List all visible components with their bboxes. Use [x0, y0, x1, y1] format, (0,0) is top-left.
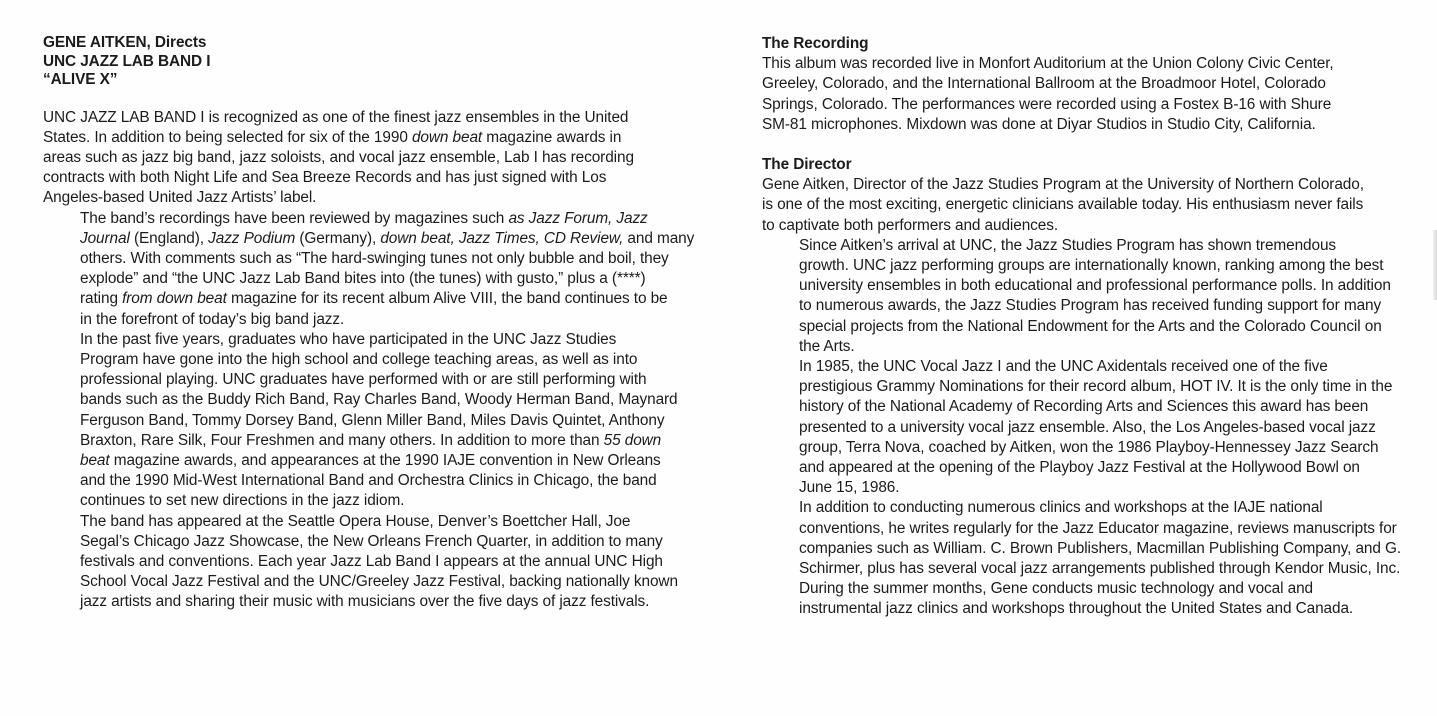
section-heading: The Director — [762, 156, 852, 174]
director-credit: GENE AITKEN, Directs — [43, 34, 207, 51]
right-body-text — [762, 34, 1402, 620]
text-line: During the summer months, Gene conducts music technology and vocal and — [799, 580, 1313, 598]
text-line: festivals and conventions. Each year Jazz Lab Band I appears at the annual UNC High — [80, 552, 663, 570]
text-line: explode” and “the UNC Jazz Lab Band bites into (the tunes) with gusto,” plus a (****) — [80, 270, 646, 288]
italic-title: beat — [80, 451, 110, 469]
text-line: others. With comments such as “The hard-swinging tunes not only bubble and boil, they — [80, 249, 669, 267]
text-line: instrumental jazz clinics and workshops throughout the United States and Canada. — [799, 600, 1354, 618]
album-title-block — [43, 34, 683, 90]
page-edge-shadow — [1433, 230, 1437, 300]
text-line: This album was recorded live in Monfort Auditorium at the Union Colony Civic Center, — [762, 55, 1334, 73]
text-line: Angeles-based United Jazz Artists’ label. — [43, 189, 317, 207]
text-line: presented to a university vocal jazz ensemble. Also, the Los Angeles-based vocal jazz — [799, 418, 1376, 436]
album-name: “ALIVE X” — [43, 71, 118, 88]
text-line: Since Aitken’s arrival at UNC, the Jazz Studies Program has shown tremendous — [799, 236, 1337, 254]
left-paragraph — [43, 108, 683, 209]
text-line: Ferguson Band, Tommy Dorsey Band, Glenn Miller Band, Miles Davis Quintet, Anthony — [80, 411, 665, 429]
left-paragraph — [43, 512, 683, 613]
text-line: continues to set new directions in the jazz idiom. — [80, 492, 405, 510]
text-line: and appeared at the opening of the Playboy Jazz Festival at the Hollywood Bowl on — [799, 459, 1360, 477]
text-line: The band’s recordings have been reviewed by magazines such as Jazz Forum, Jazz — [80, 209, 648, 227]
right-column — [762, 34, 1402, 620]
text-line: special projects from the National Endowment for the Arts and the Colorado Council on — [799, 317, 1382, 335]
text-line: companies such as William. C. Brown Publishers, Macmillan Publishing Company, and G. — [799, 539, 1402, 557]
text-line: School Vocal Jazz Festival and the UNC/Greeley Jazz Festival, backing nationally known — [80, 573, 678, 591]
text-line: to numerous awards, the Jazz Studies Program has received funding support for many — [799, 297, 1382, 315]
text-line: jazz artists and sharing their music with musicians over the five days of jazz festivals. — [80, 593, 650, 611]
right-paragraph — [762, 236, 1402, 357]
text-line: to captivate both performers and audiences. — [762, 216, 1058, 234]
text-line: rating from down beat magazine for its recent album Alive VIII, the band continues to be — [80, 290, 668, 308]
section-spacer — [762, 135, 1402, 155]
left-paragraph — [43, 209, 695, 330]
left-body-text — [43, 108, 695, 613]
italic-title: down beat — [411, 128, 483, 146]
italic-title: Jazz Podium — [208, 229, 296, 247]
band-name: UNC JAZZ LAB BAND I — [43, 52, 211, 70]
text-line: in the forefront of today’s big band jazz. — [80, 310, 345, 328]
text-line: Braxton, Rare Silk, Four Freshmen and many others. In addition to more than 55 down — [80, 431, 662, 449]
text-line: beat magazine awards, and appearances at the 1990 IAJE convention in New Orleans — [80, 451, 661, 469]
italic-title: down beat, Jazz Times, CD Review, — [380, 229, 624, 247]
text-line: States. In addition to being selected for six of the 1990 down beat magazine awards in — [43, 128, 622, 146]
left-paragraph — [43, 330, 683, 512]
italic-title: from down beat — [122, 290, 227, 308]
text-line: growth. UNC jazz performing groups are internationally known, ranking among the best — [799, 257, 1384, 275]
text-line: history of the National Academy of Recording Arts and Sciences this award has been — [799, 398, 1369, 416]
right-paragraph — [762, 579, 1402, 619]
section-heading: The Recording — [762, 35, 869, 52]
italic-title: 55 down — [603, 431, 662, 449]
text-line: UNC JAZZ LAB BAND I is recognized as one of the finest jazz ensembles in the United — [43, 108, 629, 126]
text-line: conventions, he writes regularly for the Jazz Educator magazine, reviews manuscripts for — [799, 519, 1397, 537]
right-paragraph — [762, 175, 1402, 236]
text-line: bands such as the Buddy Rich Band, Ray Charles Band, Woody Herman Band, Maynard — [80, 391, 678, 409]
text-line: the Arts. — [799, 337, 855, 355]
text-line: Journal (England), Jazz Podium (Germany), down beat, Jazz Times, CD Review, and many — [80, 229, 695, 247]
text-line: Springs, Colorado. The performances were recorded using a Fostex B-16 with Shure — [762, 95, 1332, 113]
right-paragraph — [762, 54, 1402, 135]
text-line: Segal’s Chicago Jazz Showcase, the New Orleans French Quarter, in addition to many — [80, 532, 663, 550]
text-line: Gene Aitken, Director of the Jazz Studies Program at the University of Northern Colorado, — [762, 176, 1364, 194]
text-line: In 1985, the UNC Vocal Jazz I and the UNC Axidentals received one of the five — [799, 358, 1328, 376]
text-line: professional playing. UNC graduates have performed with or are still performing with — [80, 371, 647, 389]
text-line: and the 1990 Mid-West International Band and Orchestra Clinics in Chicago, the band — [80, 472, 657, 490]
italic-title: Journal — [80, 229, 130, 247]
text-line: prestigious Grammy Nominations for their record album, HOT IV. It is the only time in the — [799, 378, 1393, 396]
text-line: In the past five years, graduates who have participated in the UNC Jazz Studies — [80, 330, 617, 348]
italic-title: as Jazz Forum, Jazz — [508, 209, 648, 227]
text-line: Greeley, Colorado, and the International Ballroom at the Broadmoor Hotel, Colorado — [762, 75, 1326, 93]
text-line: Schirmer, plus has several vocal jazz arrangements published through Kendor Music, Inc. — [799, 560, 1401, 578]
text-line: contracts with both Night Life and Sea Breeze Records and has just signed with Los — [43, 169, 607, 187]
right-paragraph — [762, 498, 1402, 579]
text-line: June 15, 1986. — [799, 479, 900, 497]
text-line: group, Terra Nova, coached by Aitken, won the 1986 Playboy-Hennessey Jazz Search — [799, 438, 1379, 456]
text-line: Program have gone into the high school and college teaching areas, as well as into — [80, 350, 638, 368]
text-line: university ensembles in both educational and professional performance polls. In addition — [799, 277, 1391, 295]
right-paragraph — [762, 357, 1402, 498]
text-line: In addition to conducting numerous clinics and workshops at the IAJE national — [799, 499, 1323, 517]
text-line: The band has appeared at the Seattle Opera House, Denver’s Boettcher Hall, Joe — [80, 512, 631, 530]
left-column — [43, 34, 695, 613]
text-line: is one of the most exciting, energetic clinicians available today. His enthusiasm never fails — [762, 196, 1364, 214]
text-line: areas such as jazz big band, jazz soloists, and vocal jazz ensemble, Lab I has recording — [43, 148, 634, 166]
text-line: SM-81 microphones. Mixdown was done at Diyar Studios in Studio City, California. — [762, 115, 1316, 133]
